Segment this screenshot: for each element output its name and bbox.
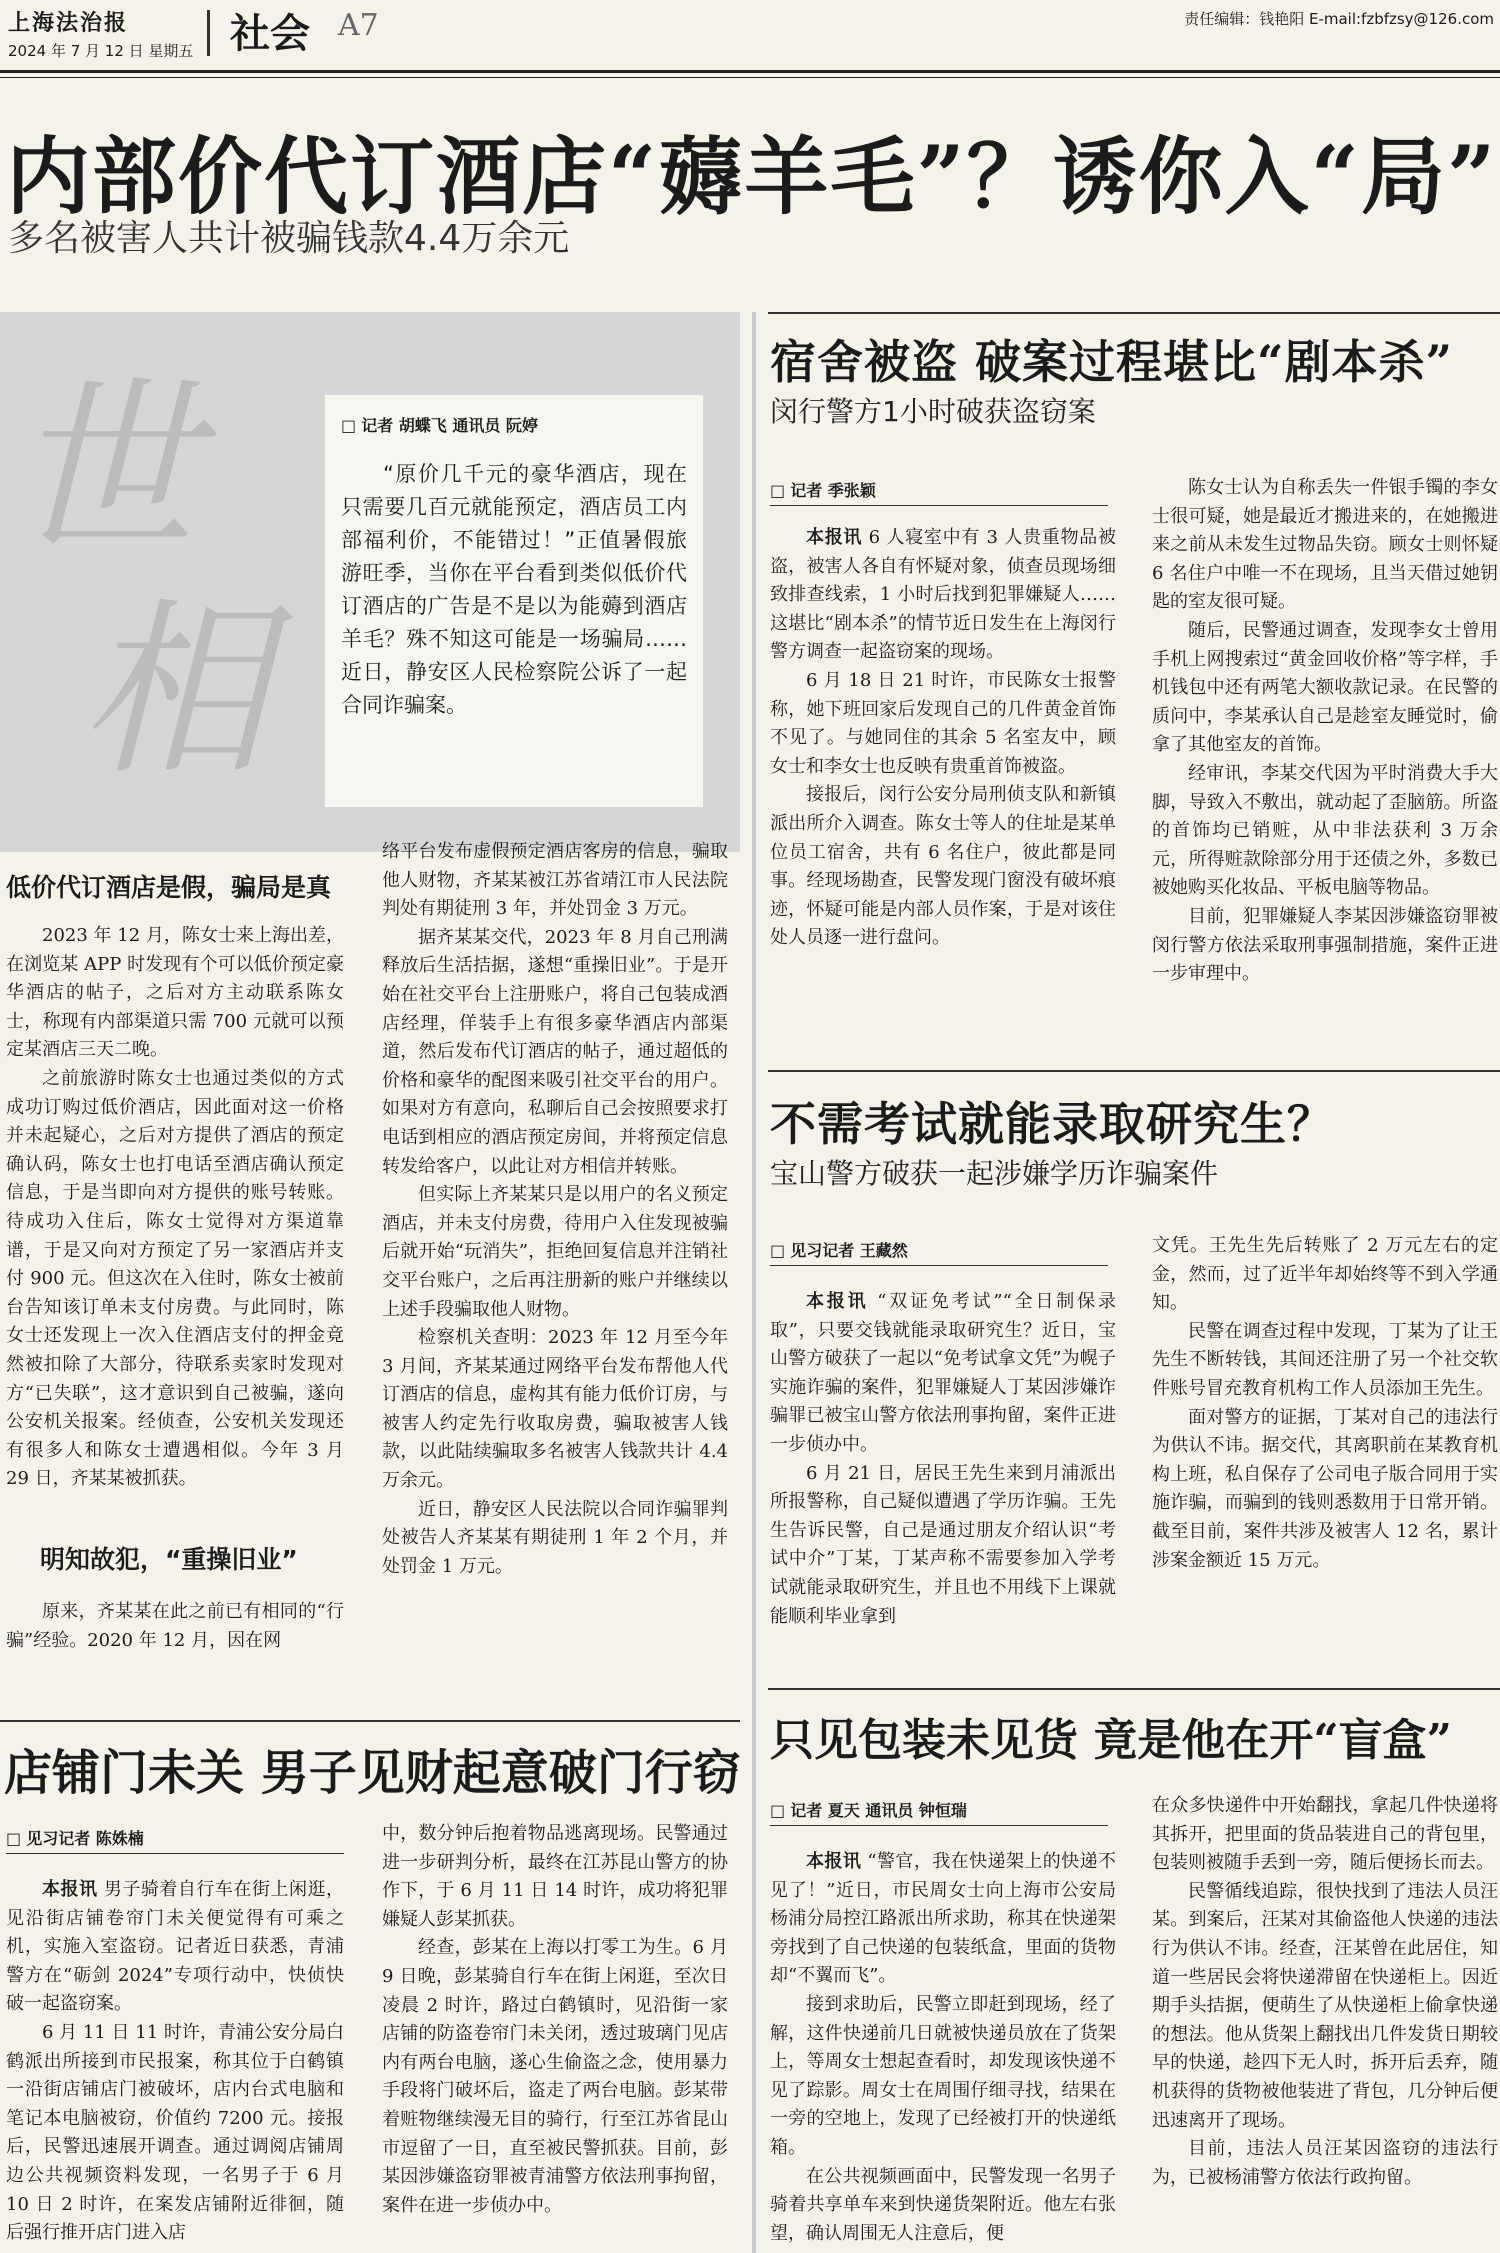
byline-rule (770, 1265, 1108, 1266)
byline-rule (6, 1853, 344, 1854)
main-paragraph: 近日，静安区人民法院以合同诈骗罪判处被告人齐某某有期徒刑 1 年 2 个月，并处罚金 1 万元。 (382, 1498, 728, 1577)
blindbox-lead-tag: 本报讯 (806, 1851, 862, 1872)
section-title-2: 明知故犯，“重操旧业” (40, 1545, 298, 1574)
main-col-1b (6, 1598, 344, 1655)
dorm-paragraph: 随后，民警通过调查，发现李女士曾用手机上网搜索过“黄金回收价格”等字样，手机钱包中还有两笔大额收款记录。在民警的质问中，李某承认自己是趁室友睡觉时，偷拿了其他室友的首饰。 (1152, 619, 1498, 756)
blindbox-paragraph: 目前，违法人员汪某因盗窃的违法行为，已被杨浦警方依法行政拘留。 (1152, 2138, 1498, 2188)
masthead (0, 0, 1500, 68)
main-byline: □ 记者 胡蝶飞 通讯员 阮婷 (341, 413, 687, 436)
masthead-rule-thin (0, 77, 1500, 78)
article-rule (0, 1720, 740, 1722)
lead-box (325, 395, 703, 807)
section-name: 社会 (230, 11, 310, 57)
dorm-col-1 (770, 524, 1116, 953)
blindbox-paragraph: 在公共视频画面中，民警发现一名男子骑着共享单车来到快递货架附近。他左右张望，确认周围无人注意后，便 (770, 2165, 1116, 2244)
main-paragraph: 检察机关查明：2023 年 12 月至今年 3 月间，齐某某通过网络平台发布帮他人代订酒店的信息，虚构其有能力低价订房，与被害人约定先行收取房费，骗取被害人钱款，以此陆续骗取多名被害人钱款共计 4.4 万余元。 (382, 1327, 728, 1492)
degree-paragraph: 文凭。王先生先后转账了 2 万元左右的定金，然而，过了近半年却始终等不到入学通知。 (1152, 1235, 1498, 1314)
column-logo-char-bottom: 相 (80, 582, 268, 801)
dorm-lead-tag: 本报讯 (806, 527, 863, 548)
degree-headline: 不需考试就能录取研究生？ (770, 1097, 1334, 1151)
degree-lead-tag: 本报讯 (806, 1291, 869, 1312)
dorm-paragraph: 6 月 18 日 21 时许，市民陈女士报警称，她下班回家后发现自己的几件黄金首饰不见了。与她同住的其余 5 名室友中，顾女士和李女士也反映有贵重首饰被盗。 (770, 669, 1116, 777)
blindbox-paragraph: 在众多快递件中开始翻找，拿起几件快递将其拆开，把里面的货品装进自己的背包里，包装则被随手丢到一旁，随后便扬长而去。 (1152, 1795, 1498, 1874)
degree-col-1 (770, 1288, 1116, 1631)
main-paragraph: 之前旅游时陈女士也通过类似的方式成功订购过低价酒店，因此面对这一价格并未起疑心，之后对方提供了酒店的预定确认码，陈女士也打电话至酒店确认预定信息，于是当即向对方提供的账号转账。待成功入住后，陈女士觉得对方渠道靠谱，于是又向对方预定了另一家酒店并支付 900 元。但这次在入住时，陈女士被前台告知该订单未支付房费。与此同时，陈女士还发现上一次入住酒店支付的押金竟然被扣除了大部分，待联系卖家时发现对方“已失联”，这才意识到自己被骗，遂向公安机关报案。经侦查，公安机关发现还有很多人和陈女士遭遇相似。今年 3 月 29 日，齐某某被抓获。 (6, 1067, 344, 1490)
main-paragraph: 2023 年 12 月，陈女士来上海出差，在浏览某 APP 时发现有个可以低价预定豪华酒店的帖子，之后对方主动联系陈女士，称现有内部渠道只需 700 元就可以预定某酒店三天二晚。 (6, 925, 344, 1061)
main-headline: 内部价代订酒店“薅羊毛”？诱你入“局” (6, 127, 1498, 226)
main-paragraph: 据齐某某交代，2023 年 8 月自己刑满释放后生活拮据，遂想“重操旧业”。于是开始在社交平台上注册账户，将自己包装成酒店经理，佯装手上有很多豪华酒店内部渠道，然后发布代订酒店的帖子，通过超低的价格和豪华的配图来吸引社交平台的用户。如果对方有意向，私聊后自己会按照要求打电话到相应的酒店预定房间，并将预定信息转发给客户，以此让对方相信并转账。 (382, 926, 728, 1177)
shop-paragraph: 男子骑着自行车在街上闲逛，见沿街店铺卷帘门未关便觉得有可乘之机，实施入室盗窃。记者近日获悉，青浦警方在“砺剑 2024”专项行动中，快侦快破一起盗窃案。 (6, 1879, 345, 2015)
blindbox-col-2 (1152, 1792, 1498, 2192)
degree-col-2 (1152, 1232, 1498, 1575)
shop-paragraph: 经查，彭某在上海以打零工为生。6 月 9 日晚，彭某骑自行车在街上闲逛，至次日凌晨 2 时许，路过白鹤镇时，见沿街一家店铺的防盗卷帘门未关闭，透过玻璃门见店内有两台电脑，遂心生偷盗之念，使用暴力手段将门破坏后，盗走了两台电脑。彭某带着赃物继续漫无目的骑行，行至江苏省昆山市逗留了一日，直至被民警抓获。目前，彭某因涉嫌盗窃罪被青浦警方依法刑事拘留，案件在进一步侦办中。 (382, 1937, 728, 2216)
degree-paragraph: 6 月 21 日，居民王先生来到月浦派出所报警称，自己疑似遭遇了学历诈骗。王先生告诉民警，自己是通过朋友介绍认识“考试中介”丁某，丁某声称不需要参加入学考试就能录取研究生，并且也不用线下上课就能顺利毕业拿到 (770, 1462, 1116, 1627)
masthead-rule (0, 70, 1500, 73)
dorm-subhead: 闵行警方1小时破获盗窃案 (770, 395, 1096, 428)
byline-rule (770, 1825, 1108, 1826)
dorm-paragraph: 目前，犯罪嫌疑人李某因涉嫌盗窃罪被闵行警方依法采取刑事强制措施，案件正进一步审理中。 (1152, 905, 1498, 985)
main-paragraph: 络平台发布虚假预定酒店客房的信息，骗取他人财物，齐某某被江苏省靖江市人民法院判处有期徒刑 3 年，并处罚金 3 万元。 (382, 841, 728, 920)
article-rule (768, 1070, 1500, 1072)
article-rule (768, 1688, 1500, 1690)
dorm-paragraph: 6 人寝室中有 3 人贵重物品被盗，被害人各自有怀疑对象，侦查员现场细致排查线索，1 小时后找到犯罪嫌疑人……这堪比“剧本杀”的情节近日发生在上海闵行警方调查一起盗窃案的现场。 (770, 527, 1116, 663)
main-paragraph: 原来，齐某某在此之前已有相同的“行骗”经验。2020 年 12 月，因在网 (6, 1601, 344, 1651)
dorm-headline: 宿舍被盗 破案过程堪比“剧本杀” (770, 335, 1453, 389)
main-paragraph: 但实际上齐某某只是以用户的名义预定酒店，并未支付房费，待用户入住发现被骗后就开始“玩消失”，拒绝回复信息并注销社交平台账户，之后再注册新的账户并继续以上述手段骗取他人财物。 (382, 1184, 728, 1320)
degree-paragraph: 民警在调查过程中发现，丁某为了让王先生不断转钱，其间还注册了另一个社交软件账号冒充教育机构工作人员添加王先生。 (1152, 1320, 1498, 1399)
blindbox-paragraph: 接到求助后，民警立即赶到现场，经了解，这件快递前几日就被快递员放在了货架上，等周女士想起查看时，却发现该快递不见了踪影。周女士在周围仔细寻找，结果在一旁的空地上，发现了已经被打开的快递纸箱。 (770, 1993, 1116, 2158)
shop-lead-tag: 本报讯 (42, 1879, 98, 1900)
main-col-2 (382, 838, 728, 1581)
section-title-1: 低价代订酒店是假，骗局是真 (6, 873, 332, 902)
dorm-paragraph: 陈女士认为自称丢失一件银手镯的李女士很可疑，她是最近才搬进来的，在她搬进来之前从未发生过物品失窃。顾女士则怀疑 6 名住户中唯一不在现场，且当天借过她钥匙的室友很可疑。 (1152, 477, 1498, 613)
byline-rule (770, 505, 1108, 506)
column-divider (752, 312, 756, 2253)
shop-paragraph: 6 月 11 日 11 时许，青浦公安分局白鹤派出所接到市民报案，称其位于白鹤镇一沿街店铺店门被破坏，店内台式电脑和笔记本电脑被窃，价值约 7200 元。接报后，民警迅速展开调查。通过调阅店铺周边公共视频资料发现，一名男子于 6 月 10 日 2 时许，在案发店铺附近徘徊，随后强行推开店门进入店 (6, 2021, 344, 2244)
blindbox-byline: □ 记者 夏天 通讯员 钟恒瑞 (770, 1798, 967, 1821)
blindbox-headline: 只见包装未见货 竟是他在开“盲盒” (770, 1715, 1452, 1766)
main-subhead: 多名被害人共计被骗钱款4.4万余元 (8, 218, 570, 259)
article-rule (768, 312, 1500, 314)
dorm-byline: □ 记者 季张颖 (770, 478, 876, 501)
degree-paragraph: “双证免考试”“全日制保录取”，只要交钱就能录取研究生？近日，宝山警方破获了一起以“免考试拿文凭”为幌子实施诈骗的案件，犯罪嫌疑人丁某因涉嫌诈骗罪已被宝山警方依法刑事拘留，案件正进一步侦办中。 (770, 1291, 1116, 1455)
blindbox-col-1 (770, 1848, 1116, 2248)
shop-headline: 店铺门未关 男子见财起意破门行窃 (4, 1745, 741, 1801)
shop-paragraph: 中，数分钟后抱着物品逃离现场。民警通过进一步研判分析，最终在江苏昆山警方的协作下，于 6 月 11 日 14 时许，成功将犯罪嫌疑人彭某抓获。 (382, 1823, 728, 1930)
column-logo-char-top: 世 (10, 360, 198, 579)
editor-credit: 责任编辑：钱艳阳 E-mail:fzbfzsy@126.com (1184, 10, 1494, 28)
main-col-1 (6, 922, 344, 1494)
masthead-divider (207, 10, 210, 56)
shop-byline: □ 见习记者 陈姝楠 (6, 1826, 144, 1849)
dorm-paragraph: 接报后，闵行公安分局刑侦支队和新镇派出所介入调查。陈女士等人的住址是某单位员工宿舍，共有 6 名住户，彼此都是同事。经现场勘查，民警发现门窗没有破坏痕迹，怀疑可能是内部人员作案，于是对该住处人员逐一进行盘问。 (770, 784, 1116, 949)
newspaper-logo: 上海法治报 (8, 10, 129, 36)
shop-col-2 (382, 1820, 728, 2220)
degree-subhead: 宝山警方破获一起涉嫌学历诈骗案件 (770, 1157, 1219, 1190)
shop-col-1 (6, 1876, 344, 2248)
blindbox-paragraph: 民警循线追踪，很快找到了违法人员汪某。到案后，汪某对其偷盗他人快递的违法行为供认不讳。经查，汪某曾在此居住，知道一些居民会将快递滞留在快递柜上。因近期手头拮据，便萌生了从快递柜上偷拿快递的想法。他从货架上翻找出几件发货日期较早的快递，趁四下无人时，拆开后丢弃，随机获得的货物被他装进了背包，几分钟后便迅速离开了现场。 (1152, 1880, 1498, 2131)
degree-paragraph: 面对警方的证据，丁某对自己的违法行为供认不讳。据交代，其离职前在某教育机构上班，私自保存了公司电子版合同用于实施诈骗，而骗到的钱则悉数用于日常开销。截至目前，案件共涉及被害人 12 名，累计涉案金额近 15 万元。 (1152, 1406, 1498, 1571)
issue-date: 2024 年 7 月 12 日 星期五 (8, 42, 194, 60)
dorm-col-2 (1152, 474, 1498, 989)
dorm-paragraph: 经审讯，李某交代因为平时消费大手大脚，导致入不敷出，就动起了歪脑筋。所盗的首饰均已销赃，从中非法获利 3 万余元，所得赃款除部分用于还债之外，多数已被她购买化妆品、平板电脑等物品。 (1152, 762, 1498, 899)
page-number: A7 (338, 8, 379, 43)
degree-byline: □ 见习记者 王藏然 (770, 1238, 908, 1261)
lead-paragraph: “原价几千元的豪华酒店，现在只需要几百元就能预定，酒店员工内部福利价，不能错过！”正值暑假旅游旺季，当你在平台看到类似低价代订酒店的广告是不是以为能薅到酒店羊毛？殊不知这可能是一场骗局……近日，静安区人民检察院公诉了一起合同诈骗案。 (341, 462, 687, 717)
blindbox-paragraph: “警官，我在快递架上的快递不见了！”近日，市民周女士向上海市公安局杨浦分局控江路派出所求助，称其在快递架旁找到了自己快递的包装纸盒，里面的货物却“不翼而飞”。 (770, 1851, 1116, 1987)
